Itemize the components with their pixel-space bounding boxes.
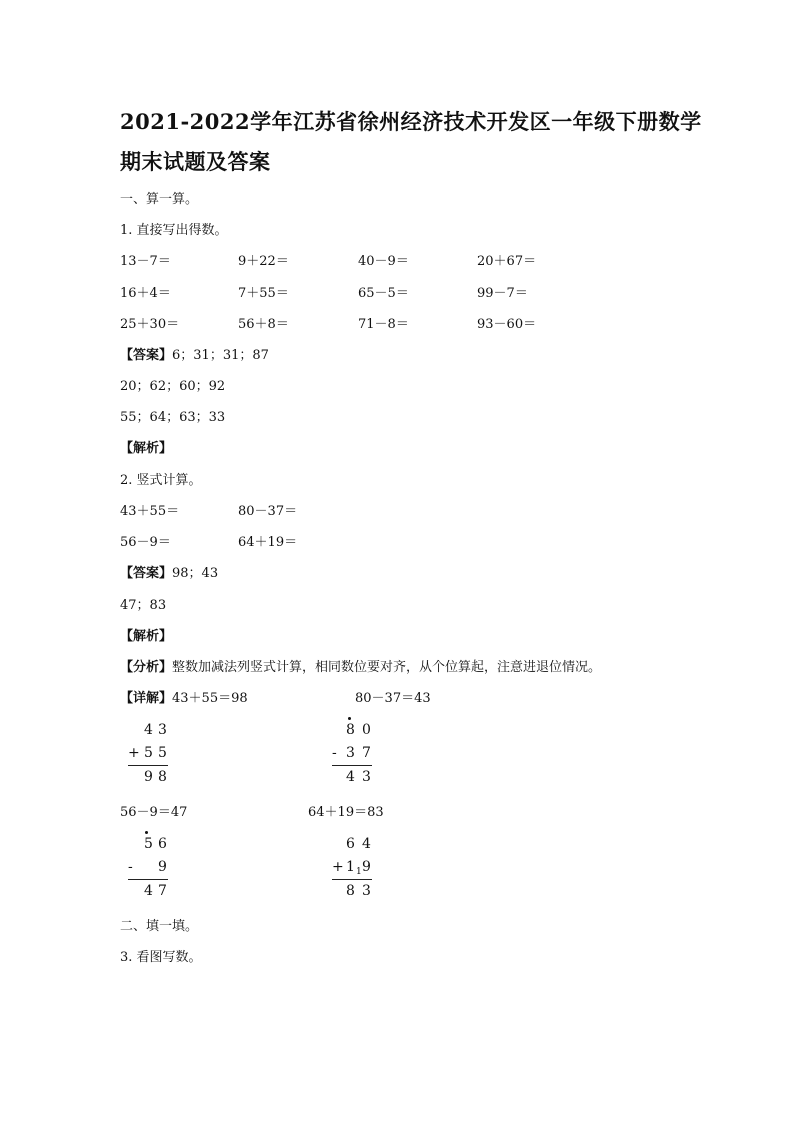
digit: 7 bbox=[362, 745, 371, 761]
digit: 6 bbox=[346, 836, 355, 852]
digit: 3 bbox=[362, 769, 371, 785]
answer-text: 6；31；31；87 bbox=[172, 348, 269, 363]
digit: 3 bbox=[346, 745, 355, 761]
answer-tag: 【答案】 bbox=[120, 348, 173, 363]
detail-tag: 【详解】 bbox=[120, 691, 173, 706]
q1-item: 56＋8＝ bbox=[238, 317, 289, 332]
q1-item: 99－7＝ bbox=[477, 286, 528, 301]
q1-item: 13－7＝ bbox=[120, 254, 171, 269]
result-rule bbox=[128, 765, 168, 766]
equation: 80－37＝43 bbox=[355, 691, 431, 706]
q1-item: 25＋30＝ bbox=[120, 317, 180, 332]
q1-item: 40－9＝ bbox=[358, 254, 409, 269]
digit: 7 bbox=[158, 883, 167, 899]
q3-label: 3. 看图写数。 bbox=[120, 950, 202, 965]
q1-item: 9＋22＝ bbox=[238, 254, 289, 269]
answer-text: 55；64；63；33 bbox=[120, 410, 226, 425]
q2-item: 56－9＝ bbox=[120, 535, 171, 550]
digit: 3 bbox=[362, 883, 371, 899]
digit: 0 bbox=[362, 722, 371, 738]
result-rule bbox=[332, 879, 372, 880]
vertical-calc-64-plus-19 bbox=[328, 836, 388, 916]
q2-item: 80－37＝ bbox=[238, 504, 298, 519]
fenxi-tag: 【分析】 bbox=[120, 660, 173, 675]
q2-row bbox=[120, 531, 600, 549]
answer-text: 47；83 bbox=[120, 598, 167, 613]
answer-tag: 【答案】 bbox=[120, 566, 173, 581]
digit: 5 bbox=[144, 745, 153, 761]
q1-item: 20＋67＝ bbox=[477, 254, 537, 269]
digit: 1 bbox=[346, 859, 355, 875]
document-title-line2: 期末试题及答案 bbox=[120, 149, 271, 174]
q1-item: 93－60＝ bbox=[477, 317, 537, 332]
equation: 43＋55＝98 bbox=[172, 691, 248, 706]
document-title-line1: 2021-2022学年江苏省徐州经济技术开发区一年级下册数学 bbox=[120, 109, 702, 134]
answer-text: 98；43 bbox=[172, 566, 219, 581]
digit: 8 bbox=[158, 769, 167, 785]
result-rule bbox=[128, 879, 168, 880]
digit: 4 bbox=[144, 883, 153, 899]
operator: - bbox=[332, 745, 337, 761]
borrow-dot bbox=[348, 717, 351, 720]
digit: 5 bbox=[144, 836, 153, 852]
vertical-calc-56-minus-9 bbox=[124, 836, 184, 916]
digit: 9 bbox=[362, 859, 371, 875]
q2-row bbox=[120, 500, 600, 518]
borrow-dot bbox=[145, 831, 148, 834]
vertical-calc-80-minus-37 bbox=[328, 722, 388, 802]
fenxi-line bbox=[120, 656, 601, 675]
equation: 56－9＝47 bbox=[120, 805, 188, 820]
detail-line bbox=[120, 687, 248, 706]
carry-mark: 1 bbox=[356, 867, 362, 877]
fenxi-text: 整数加减法列竖式计算，相同数位要对齐，从个位算起，注意进退位情况。 bbox=[172, 660, 602, 675]
q2-label: 2. 竖式计算。 bbox=[120, 473, 202, 488]
q1-item: 7＋55＝ bbox=[238, 286, 289, 301]
answer-text: 20；62；60；92 bbox=[120, 379, 226, 394]
operator: - bbox=[128, 859, 133, 875]
digit: 9 bbox=[144, 769, 153, 785]
digit: 3 bbox=[158, 722, 167, 738]
q1-row bbox=[120, 313, 600, 331]
operator: + bbox=[332, 859, 344, 875]
q2-item: 64＋19＝ bbox=[238, 535, 298, 550]
equation: 64＋19＝83 bbox=[308, 805, 384, 820]
q1-item: 16＋4＝ bbox=[120, 286, 171, 301]
q2-answer bbox=[120, 562, 218, 581]
digit: 4 bbox=[346, 769, 355, 785]
digit: 9 bbox=[158, 859, 167, 875]
q1-item: 71－8＝ bbox=[358, 317, 409, 332]
operator: + bbox=[128, 745, 140, 761]
analysis-tag: 【解析】 bbox=[120, 441, 173, 456]
digit: 4 bbox=[144, 722, 153, 738]
q1-row bbox=[120, 282, 600, 300]
q1-answer bbox=[120, 344, 269, 363]
q2-item: 43＋55＝ bbox=[120, 504, 180, 519]
section1-heading: 一、算一算。 bbox=[120, 192, 199, 207]
vertical-calc-43-plus-55 bbox=[124, 722, 184, 802]
digit: 8 bbox=[346, 883, 355, 899]
digit: 8 bbox=[346, 722, 355, 738]
digit: 5 bbox=[158, 745, 167, 761]
analysis-tag: 【解析】 bbox=[120, 629, 173, 644]
q1-row bbox=[120, 250, 600, 268]
q1-item: 65－5＝ bbox=[358, 286, 409, 301]
result-rule bbox=[332, 765, 372, 766]
q1-label: 1. 直接写出得数。 bbox=[120, 223, 228, 238]
digit: 6 bbox=[158, 836, 167, 852]
digit: 4 bbox=[362, 836, 371, 852]
section2-heading: 二、填一填。 bbox=[120, 919, 199, 934]
